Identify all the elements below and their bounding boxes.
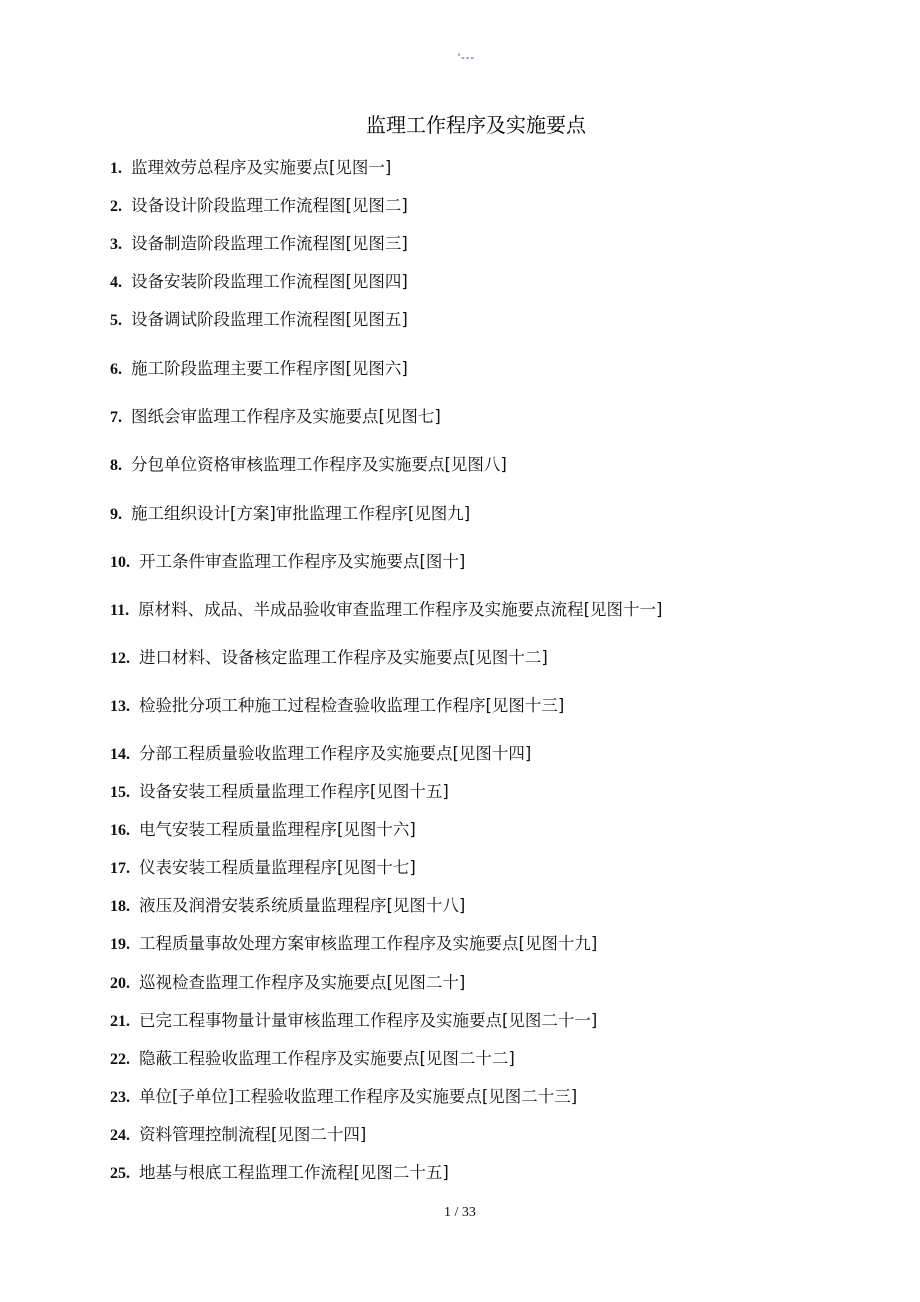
list-item <box>110 1160 449 1187</box>
item-text: 施工阶段监理主要工作程序图[见图六] <box>131 359 408 378</box>
item-text: 图纸会审监理工作程序及实施要点[见图七] <box>131 407 441 426</box>
item-number: 9. <box>110 506 122 523</box>
list-item <box>110 1084 577 1111</box>
item-number: 17. <box>110 860 130 877</box>
item-number: 23. <box>110 1089 130 1106</box>
item-text: 地基与根底工程监理工作流程[见图二十五] <box>139 1163 449 1182</box>
item-number: 1. <box>110 160 122 177</box>
item-number: 19. <box>110 936 130 953</box>
item-number: 16. <box>110 822 130 839</box>
item-text: 设备制造阶段监理工作流程图[见图三] <box>131 234 408 253</box>
item-number: 5. <box>110 312 122 329</box>
item-text: 进口材料、设备核定监理工作程序及实施要点[见图十二] <box>139 648 548 667</box>
list-item <box>110 1008 597 1035</box>
item-number: 21. <box>110 1013 130 1030</box>
item-text: 电气安装工程质量监理程序[见图十六] <box>139 820 416 839</box>
item-number: 6. <box>110 361 122 378</box>
list-item <box>110 1122 366 1149</box>
item-text: 设备调试阶段监理工作流程图[见图五] <box>131 310 408 329</box>
document-title: 监理工作程序及实施要点 <box>366 113 586 137</box>
list-item <box>110 645 548 672</box>
item-text: 资料管理控制流程[见图二十四] <box>139 1125 367 1144</box>
item-text: 仪表安装工程质量监理程序[见图十七] <box>139 858 416 877</box>
header-mark: '--- <box>458 52 476 64</box>
list-item <box>110 970 465 997</box>
list-item <box>110 269 408 296</box>
page-number: 1 / 33 <box>444 1205 476 1220</box>
list-item <box>110 741 531 768</box>
item-number: 24. <box>110 1127 130 1144</box>
list-item <box>110 931 597 958</box>
list-item <box>110 817 416 844</box>
item-number: 7. <box>110 409 122 426</box>
list-item <box>110 693 564 720</box>
list-item <box>110 231 408 258</box>
list-item <box>110 155 391 182</box>
item-number: 18. <box>110 898 130 915</box>
list-item <box>110 307 408 334</box>
item-text: 巡视检查监理工作程序及实施要点[见图二十] <box>139 973 466 992</box>
item-number: 8. <box>110 457 122 474</box>
item-number: 20. <box>110 975 130 992</box>
item-number: 13. <box>110 698 130 715</box>
list-item <box>110 549 465 576</box>
list-item <box>110 501 470 528</box>
list-item <box>110 1046 515 1073</box>
item-text: 隐蔽工程验收监理工作程序及实施要点[见图二十二] <box>139 1049 515 1068</box>
item-text: 分部工程质量验收监理工作程序及实施要点[见图十四] <box>139 744 532 763</box>
list-item <box>110 452 507 479</box>
item-number: 2. <box>110 198 122 215</box>
item-text: 设备安装工程质量监理工作程序[见图十五] <box>139 782 449 801</box>
item-text: 施工组织设计[方案]审批监理工作程序[见图九] <box>131 504 471 523</box>
item-number: 11. <box>110 602 130 619</box>
list-item <box>110 356 408 383</box>
item-number: 14. <box>110 746 130 763</box>
item-text: 监理效劳总程序及实施要点[见图一] <box>131 158 392 177</box>
list-item <box>110 893 465 920</box>
item-text: 已完工程事物量计量审核监理工作程序及实施要点[见图二十一] <box>139 1011 598 1030</box>
list-item <box>110 779 449 806</box>
list-item <box>110 855 416 882</box>
item-number: 10. <box>110 554 130 571</box>
item-text: 液压及润滑安装系统质量监理程序[见图十八] <box>139 896 466 915</box>
item-number: 25. <box>110 1165 130 1182</box>
item-number: 15. <box>110 784 130 801</box>
item-text: 开工条件审查监理工作程序及实施要点[图十] <box>139 552 466 571</box>
list-item <box>110 193 408 220</box>
item-number: 12. <box>110 650 130 667</box>
item-text: 单位[子单位]工程验收监理工作程序及实施要点[见图二十三] <box>139 1087 578 1106</box>
item-number: 4. <box>110 274 122 291</box>
item-text: 分包单位资格审核监理工作程序及实施要点[见图八] <box>131 455 507 474</box>
item-text: 设备设计阶段监理工作流程图[见图二] <box>131 196 408 215</box>
item-number: 22. <box>110 1051 130 1068</box>
item-text: 原材料、成品、半成品验收审查监理工作程序及实施要点流程[见图十一] <box>138 600 663 619</box>
item-number: 3. <box>110 236 122 253</box>
item-text: 检验批分项工种施工过程检查验收监理工作程序[见图十三] <box>139 696 565 715</box>
item-text: 工程质量事故处理方案审核监理工作程序及实施要点[见图十九] <box>139 934 598 953</box>
list-item <box>110 404 441 431</box>
item-text: 设备安装阶段监理工作流程图[见图四] <box>131 272 408 291</box>
list-item <box>110 597 663 624</box>
